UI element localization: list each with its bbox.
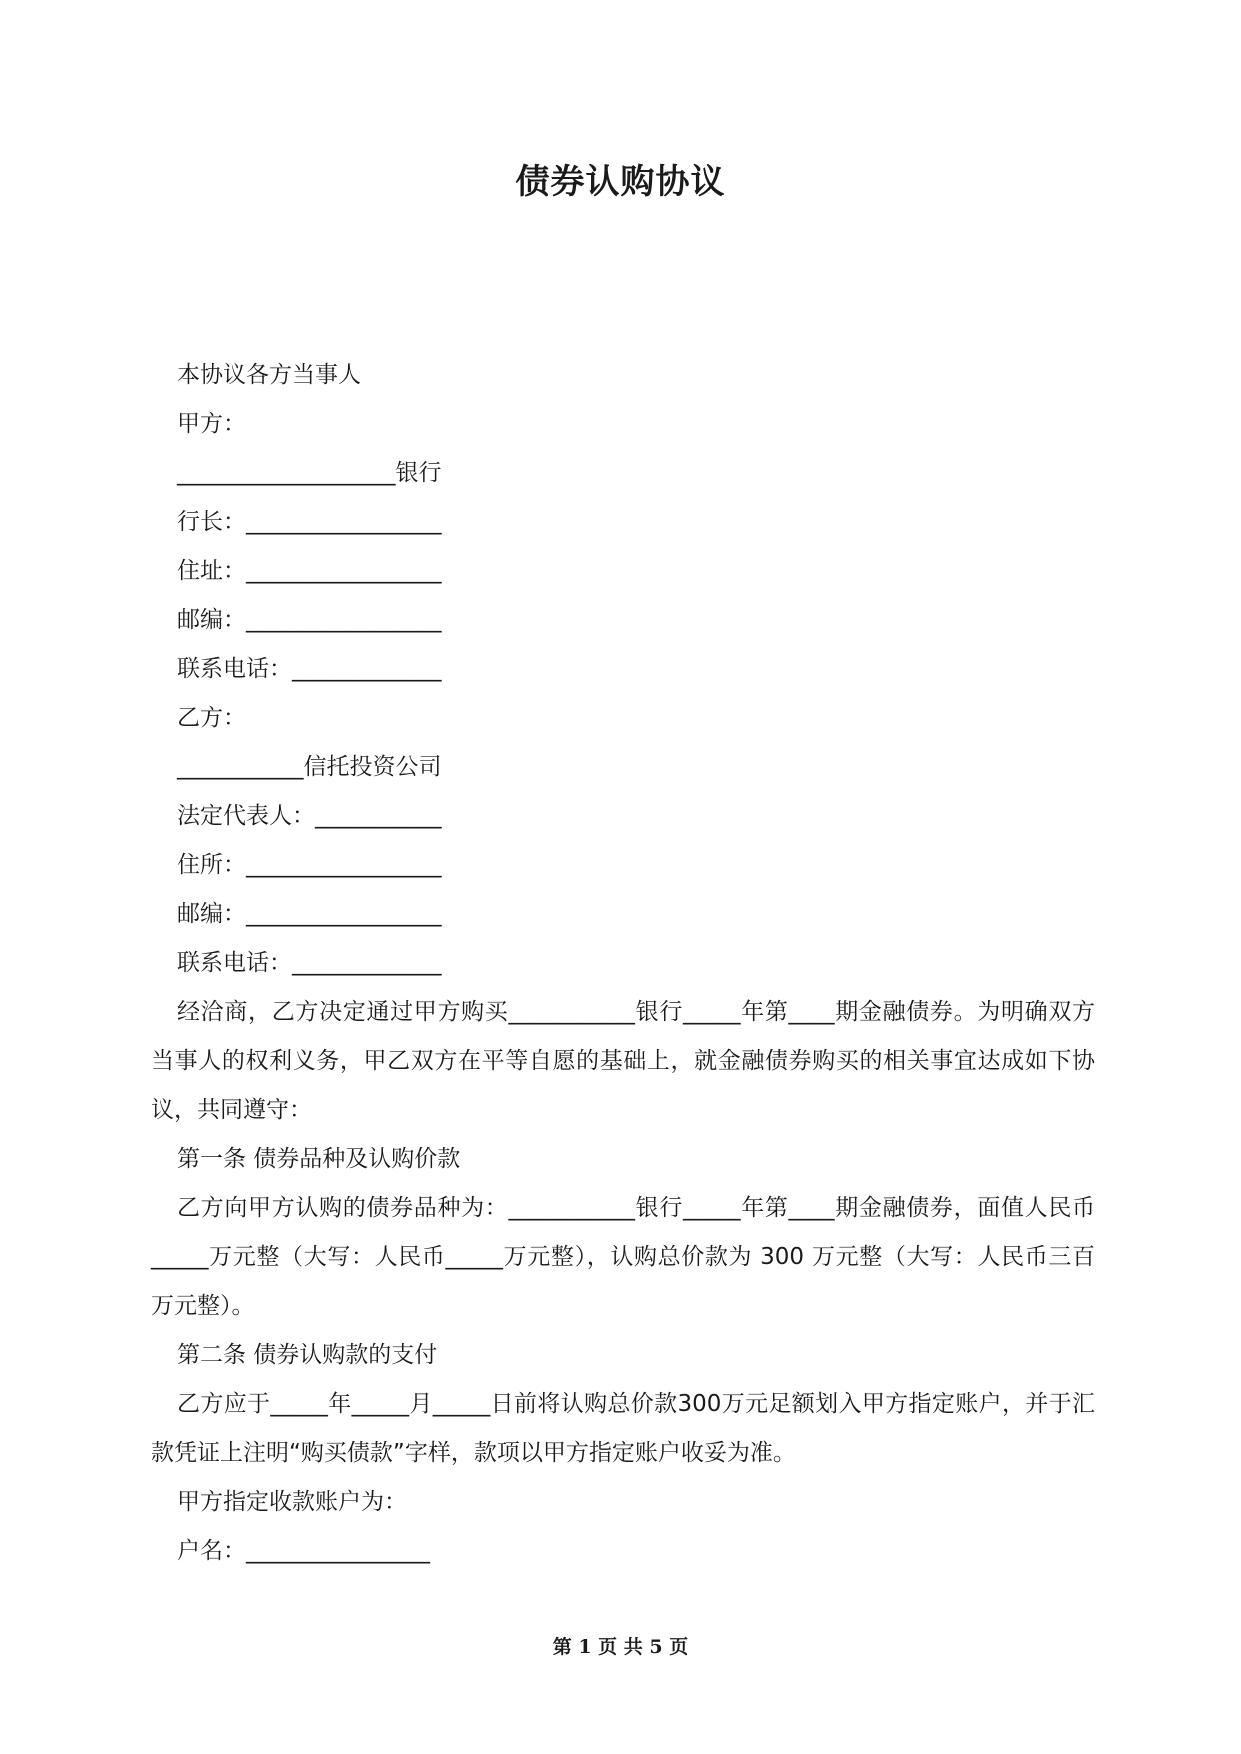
party-b-phone: 联系电话：_____________ [177, 950, 442, 976]
party-b-company: ___________信托投资公司 [177, 754, 442, 780]
party-b-postcode: 邮编：_________________ [177, 901, 442, 927]
party-a-phone: 联系电话：_____________ [177, 656, 442, 682]
party-a-bank: ___________________银行 [177, 460, 442, 486]
article-2-heading: 第二条 债券认购款的支付 [177, 1342, 438, 1368]
party-b-address: 住所：_________________ [177, 852, 442, 878]
party-b-legal-rep: 法定代表人：___________ [177, 803, 442, 829]
document-body [151, 351, 1095, 1576]
parties-heading: 本协议各方当事人 [177, 362, 361, 388]
article-1-body: 乙方向甲方认购的债券品种为：___________银行_____年第____期金融债券，面值人民币_____万元整（大写：人民币_____万元整），认购总价款为 300 万元整（大写：人民币三百万元整）。 [151, 1195, 1095, 1319]
intro-paragraph: 经洽商，乙方决定通过甲方购买___________银行_____年第____期金融债券。为明确双方当事人的权利义务，甲乙双方在平等自愿的基础上，就金融债券购买的相关事宜达成如下协议，共同遵守： [151, 999, 1095, 1123]
party-a-president: 行长：_________________ [177, 509, 442, 535]
party-a-address: 住址：_________________ [177, 558, 442, 584]
article-1-heading: 第一条 债券品种及认购价款 [177, 1146, 461, 1172]
party-b-label: 乙方： [177, 705, 246, 731]
document-title: 债券认购协议 [515, 162, 726, 202]
account-heading: 甲方指定收款账户为： [177, 1489, 407, 1515]
party-a-label: 甲方： [177, 411, 246, 437]
article-2-body: 乙方应于_____年_____月_____日前将认购总价款300万元足额划入甲方指定账户，并于汇款凭证上注明“购买债款”字样，款项以甲方指定账户收妥为准。 [151, 1391, 1095, 1466]
account-name: 户名：________________ [177, 1538, 430, 1564]
party-a-postcode: 邮编：_________________ [177, 607, 442, 633]
page-footer: 第 1 页 共 5 页 [552, 1636, 689, 1658]
